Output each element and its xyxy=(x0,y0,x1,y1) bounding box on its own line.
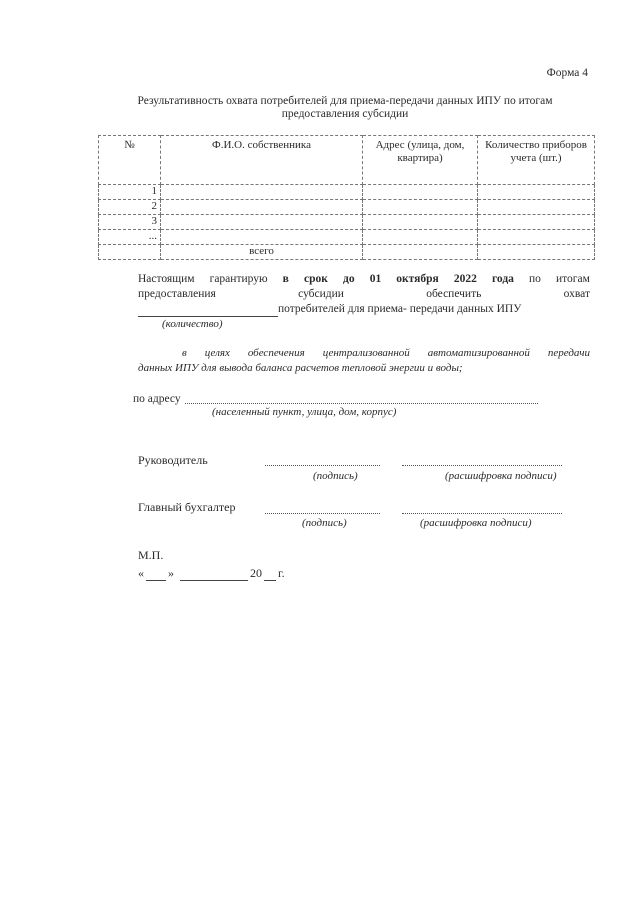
total-address-cell xyxy=(363,245,478,260)
form-number: Форма 4 xyxy=(546,67,588,79)
deadline-word: в xyxy=(282,273,289,285)
owner-cell[interactable] xyxy=(161,230,363,245)
day-blank[interactable] xyxy=(146,568,166,581)
guarantee-word: обеспечить xyxy=(426,287,482,300)
owner-cell[interactable] xyxy=(161,185,363,200)
guarantee-paragraph xyxy=(138,272,590,317)
goal-line-2: данных ИПУ для вывода баланса расчетов тепловой энергии и воды; xyxy=(138,362,463,375)
quote-open: « xyxy=(138,566,144,580)
year-blank[interactable] xyxy=(264,568,276,581)
goal-word: автоматизированной xyxy=(427,347,530,359)
total-count-cell[interactable] xyxy=(478,245,595,260)
guarantee-line-3-text: потребителей для приема- передачи данных ИПУ xyxy=(278,302,522,315)
header-meter-count: Количество приборов учета (шт.) xyxy=(478,136,595,185)
accountant-decode-line[interactable] xyxy=(402,512,562,514)
count-cell[interactable] xyxy=(478,185,595,200)
table-header-row xyxy=(99,136,595,185)
table-total-row xyxy=(99,245,595,260)
coverage-table xyxy=(98,135,595,260)
row-number: 2 xyxy=(99,200,161,215)
address-cell[interactable] xyxy=(363,230,478,245)
accountant-role-label: Главный бухгалтер xyxy=(138,500,236,514)
deadline-word: срок xyxy=(304,273,328,285)
count-cell[interactable] xyxy=(478,230,595,245)
count-cell[interactable] xyxy=(478,200,595,215)
title-line-1: Результативность охвата потребителей для приема-передачи данных ИПУ по итогам xyxy=(137,95,553,107)
count-cell[interactable] xyxy=(478,215,595,230)
head-signature-line[interactable] xyxy=(265,464,380,466)
table-row xyxy=(99,200,595,215)
year-prefix: 20 xyxy=(250,566,262,580)
table-row xyxy=(99,215,595,230)
guarantee-word: охват xyxy=(563,287,590,300)
owner-cell[interactable] xyxy=(161,215,363,230)
guarantee-word: Настоящим xyxy=(138,273,195,285)
header-number: № xyxy=(99,136,161,185)
deadline-word: года xyxy=(491,273,514,285)
guarantee-word: субсидии xyxy=(298,287,344,300)
header-address: Адрес (улица, дом, квартира) xyxy=(363,136,478,185)
accountant-signature-hint: (подпись) xyxy=(302,517,347,529)
total-number-cell xyxy=(99,245,161,260)
goal-word: целях xyxy=(204,347,230,359)
owner-cell[interactable] xyxy=(161,200,363,215)
seal-placeholder: М.П. xyxy=(138,548,164,562)
guarantee-line-2 xyxy=(138,287,590,302)
row-number: 1 xyxy=(99,185,161,200)
row-number: ... xyxy=(99,230,161,245)
deadline-word: до xyxy=(343,273,355,285)
guarantee-word: предоставления xyxy=(138,287,216,300)
accountant-decode-hint: (расшифровка подписи) xyxy=(420,517,532,529)
goal-word: в xyxy=(182,347,187,359)
goal-paragraph xyxy=(138,346,590,377)
guarantee-word: по xyxy=(529,273,541,285)
title-line-2: предоставления субсидии xyxy=(281,108,409,121)
address-cell[interactable] xyxy=(363,200,478,215)
deadline-year: 2022 xyxy=(453,273,477,285)
table-row xyxy=(99,185,595,200)
address-hint: (населенный пункт, улица, дом, корпус) xyxy=(212,406,397,418)
document-title xyxy=(100,95,590,121)
deadline-month: октября xyxy=(396,273,439,285)
quantity-blank[interactable] xyxy=(138,305,278,317)
goal-word: обеспечения xyxy=(247,347,305,359)
total-label: всего xyxy=(161,245,363,260)
header-owner-name: Ф.И.О. собственника xyxy=(161,136,363,185)
year-suffix: г. xyxy=(278,566,285,580)
head-signature-hint: (подпись) xyxy=(313,470,358,482)
guarantee-line-1 xyxy=(138,272,590,287)
goal-word: централизованной xyxy=(322,347,410,359)
goal-line-1 xyxy=(138,346,590,361)
guarantee-word: гарантирую xyxy=(209,273,268,285)
address-input-line[interactable] xyxy=(185,402,538,404)
address-cell[interactable] xyxy=(363,185,478,200)
table-row xyxy=(99,230,595,245)
goal-word: передачи xyxy=(547,347,590,359)
deadline-day: 01 xyxy=(369,273,382,285)
quantity-hint: (количество) xyxy=(162,318,223,330)
date-line xyxy=(138,566,285,581)
head-decode-line[interactable] xyxy=(402,464,562,466)
address-label: по адресу xyxy=(133,393,181,405)
guarantee-word: итогам xyxy=(556,273,590,285)
row-number: 3 xyxy=(99,215,161,230)
head-role-label: Руководитель xyxy=(138,453,208,467)
accountant-signature-line[interactable] xyxy=(265,512,380,514)
quote-close: » xyxy=(168,566,174,580)
address-cell[interactable] xyxy=(363,215,478,230)
head-decode-hint: (расшифровка подписи) xyxy=(445,470,557,482)
guarantee-line-3 xyxy=(138,302,590,317)
month-blank[interactable] xyxy=(180,568,248,581)
